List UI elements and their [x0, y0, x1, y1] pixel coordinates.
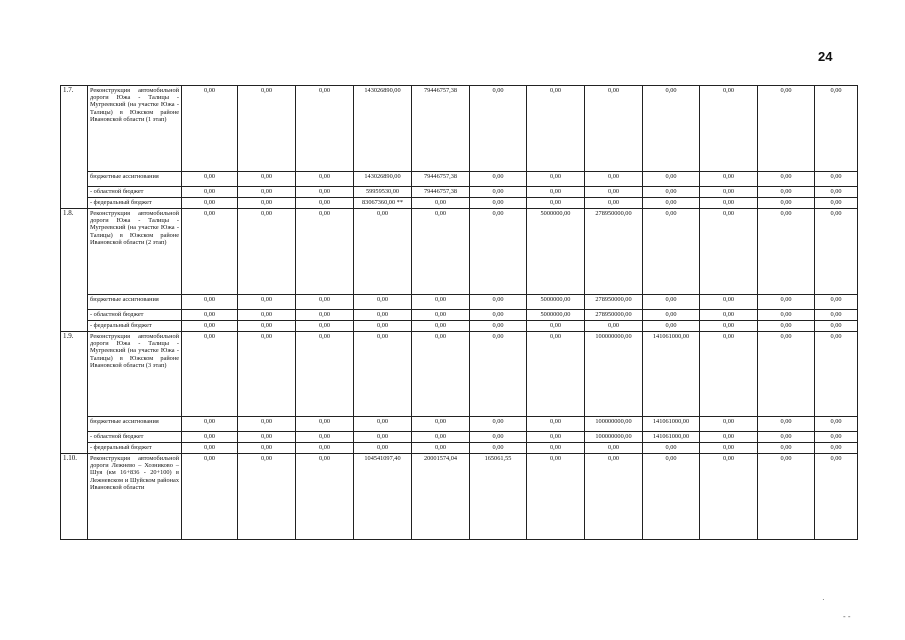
- value-cell: 0,00: [643, 321, 700, 332]
- value-cell: 0,00: [470, 295, 527, 310]
- value-cell: 0,00: [700, 432, 758, 443]
- funding-source-label: - федеральный бюджет: [88, 443, 182, 454]
- value-cell: 0,00: [182, 310, 238, 321]
- value-cell: 0,00: [643, 443, 700, 454]
- sub-row: [61, 417, 858, 432]
- value-cell: 165061,55: [470, 454, 527, 540]
- value-cell: 0,00: [585, 198, 643, 209]
- value-cell: 0,00: [182, 432, 238, 443]
- value-cell: 0,00: [815, 417, 858, 432]
- object-name: Реконструкция автомобильной дороги Южа - Талицы - Мугреевский (на участке Южа - Талицы) в Южском районе Ивановской области (1 этап): [88, 86, 182, 172]
- value-cell: 0,00: [238, 454, 296, 540]
- sub-row: [61, 295, 858, 310]
- value-cell: 0,00: [700, 417, 758, 432]
- value-cell: 0,00: [296, 332, 354, 417]
- value-cell: 0,00: [296, 187, 354, 198]
- value-cell: 0,00: [238, 432, 296, 443]
- value-cell: 79446757,38: [412, 86, 470, 172]
- value-cell: 0,00: [470, 443, 527, 454]
- value-cell: 5000000,00: [527, 209, 585, 295]
- value-cell: 0,00: [643, 172, 700, 187]
- scan-speck: - -: [843, 612, 851, 621]
- value-cell: 0,00: [527, 443, 585, 454]
- row-number: 1.9.: [61, 332, 88, 454]
- object-name: Реконструкция автомобильной дороги Южа - Талицы - Мугреевский (на участке Южа - Талицы) в Южском районе Ивановской области (2 этап): [88, 209, 182, 295]
- value-cell: 278950000,00: [585, 209, 643, 295]
- value-cell: 0,00: [758, 432, 815, 443]
- value-cell: 0,00: [585, 187, 643, 198]
- value-cell: 0,00: [700, 332, 758, 417]
- value-cell: 100000000,00: [585, 417, 643, 432]
- object-name: Реконструкция автомобильной дороги Южа - Талицы - Мугреевский (на участке Южа - Талицы) в Южском районе Ивановской области (3 этап): [88, 332, 182, 417]
- value-cell: 79446757,38: [412, 187, 470, 198]
- value-cell: 0,00: [527, 417, 585, 432]
- value-cell: 0,00: [354, 417, 412, 432]
- value-cell: 20001574,04: [412, 454, 470, 540]
- value-cell: 0,00: [238, 443, 296, 454]
- sub-row: [61, 187, 858, 198]
- value-cell: 0,00: [412, 332, 470, 417]
- value-cell: 0,00: [182, 209, 238, 295]
- value-cell: 0,00: [815, 443, 858, 454]
- value-cell: 0,00: [182, 332, 238, 417]
- value-cell: 0,00: [470, 417, 527, 432]
- value-cell: 59959530,00: [354, 187, 412, 198]
- value-cell: 0,00: [527, 172, 585, 187]
- funding-source-label: - федеральный бюджет: [88, 321, 182, 332]
- funding-source-label: - федеральный бюджет: [88, 198, 182, 209]
- value-cell: 0,00: [412, 310, 470, 321]
- value-cell: 0,00: [354, 295, 412, 310]
- value-cell: 0,00: [182, 187, 238, 198]
- funding-source-label: бюджетные ассигнования: [88, 295, 182, 310]
- value-cell: 0,00: [758, 443, 815, 454]
- value-cell: 0,00: [296, 295, 354, 310]
- value-cell: 141061000,00: [643, 332, 700, 417]
- value-cell: 0,00: [643, 295, 700, 310]
- value-cell: 0,00: [296, 172, 354, 187]
- value-cell: 0,00: [758, 209, 815, 295]
- budget-table: [60, 85, 858, 540]
- value-cell: 0,00: [700, 321, 758, 332]
- value-cell: 0,00: [354, 443, 412, 454]
- value-cell: 0,00: [758, 198, 815, 209]
- value-cell: 0,00: [643, 209, 700, 295]
- value-cell: 0,00: [758, 172, 815, 187]
- value-cell: 0,00: [815, 332, 858, 417]
- value-cell: 79446757,38: [412, 172, 470, 187]
- value-cell: 0,00: [470, 198, 527, 209]
- value-cell: 278950000,00: [585, 310, 643, 321]
- value-cell: 0,00: [412, 209, 470, 295]
- value-cell: 0,00: [815, 432, 858, 443]
- value-cell: 0,00: [296, 209, 354, 295]
- value-cell: 0,00: [758, 417, 815, 432]
- value-cell: 0,00: [585, 172, 643, 187]
- value-cell: 5000000,00: [527, 310, 585, 321]
- value-cell: 0,00: [412, 417, 470, 432]
- row-number: 1.10.: [61, 454, 88, 540]
- value-cell: 0,00: [700, 310, 758, 321]
- value-cell: 0,00: [354, 209, 412, 295]
- value-cell: 0,00: [412, 321, 470, 332]
- value-cell: 0,00: [470, 321, 527, 332]
- funding-source-label: - областной бюджет: [88, 432, 182, 443]
- value-cell: 100000000,00: [585, 432, 643, 443]
- value-cell: 0,00: [296, 198, 354, 209]
- value-cell: 0,00: [527, 332, 585, 417]
- value-cell: 0,00: [585, 454, 643, 540]
- funding-source-label: - областной бюджет: [88, 187, 182, 198]
- value-cell: 0,00: [470, 187, 527, 198]
- scan-speck: ·: [822, 595, 825, 604]
- table-row: [61, 454, 858, 540]
- value-cell: 0,00: [182, 321, 238, 332]
- value-cell: 0,00: [470, 332, 527, 417]
- value-cell: 0,00: [182, 172, 238, 187]
- value-cell: 0,00: [758, 310, 815, 321]
- value-cell: 0,00: [354, 332, 412, 417]
- value-cell: 0,00: [412, 295, 470, 310]
- value-cell: 0,00: [815, 310, 858, 321]
- value-cell: 0,00: [182, 454, 238, 540]
- value-cell: 0,00: [470, 209, 527, 295]
- row-number: 1.8.: [61, 209, 88, 332]
- value-cell: 0,00: [585, 443, 643, 454]
- table-row: [61, 209, 858, 295]
- value-cell: 0,00: [643, 187, 700, 198]
- value-cell: 0,00: [815, 86, 858, 172]
- value-cell: 104541097,40: [354, 454, 412, 540]
- value-cell: 0,00: [470, 172, 527, 187]
- table-row: [61, 332, 858, 417]
- value-cell: 0,00: [296, 417, 354, 432]
- sub-row: [61, 443, 858, 454]
- value-cell: 0,00: [815, 295, 858, 310]
- value-cell: 0,00: [700, 443, 758, 454]
- value-cell: 0,00: [700, 187, 758, 198]
- value-cell: 0,00: [470, 432, 527, 443]
- value-cell: 0,00: [758, 454, 815, 540]
- value-cell: 0,00: [700, 86, 758, 172]
- value-cell: 0,00: [182, 198, 238, 209]
- table-body: [61, 86, 858, 540]
- value-cell: 0,00: [758, 321, 815, 332]
- value-cell: 0,00: [815, 198, 858, 209]
- value-cell: 0,00: [815, 321, 858, 332]
- funding-source-label: - областной бюджет: [88, 310, 182, 321]
- value-cell: 0,00: [182, 443, 238, 454]
- value-cell: 0,00: [527, 187, 585, 198]
- value-cell: 0,00: [296, 432, 354, 443]
- value-cell: 0,00: [815, 209, 858, 295]
- value-cell: 0,00: [238, 417, 296, 432]
- value-cell: 0,00: [527, 432, 585, 443]
- value-cell: 0,00: [354, 432, 412, 443]
- value-cell: 0,00: [700, 295, 758, 310]
- value-cell: 0,00: [758, 187, 815, 198]
- value-cell: 0,00: [238, 321, 296, 332]
- sub-row: [61, 310, 858, 321]
- value-cell: 0,00: [412, 432, 470, 443]
- value-cell: 0,00: [182, 295, 238, 310]
- value-cell: 0,00: [527, 86, 585, 172]
- value-cell: 0,00: [238, 86, 296, 172]
- value-cell: 5000000,00: [527, 295, 585, 310]
- value-cell: 100000000,00: [585, 332, 643, 417]
- value-cell: 0,00: [700, 454, 758, 540]
- sub-row: [61, 172, 858, 187]
- value-cell: 0,00: [238, 209, 296, 295]
- sub-row: [61, 432, 858, 443]
- funding-source-label: бюджетные ассигнования: [88, 172, 182, 187]
- value-cell: 83067360,00 **: [354, 198, 412, 209]
- value-cell: 0,00: [758, 86, 815, 172]
- value-cell: 143026890,00: [354, 86, 412, 172]
- value-cell: 0,00: [296, 310, 354, 321]
- value-cell: 0,00: [238, 310, 296, 321]
- value-cell: 0,00: [527, 198, 585, 209]
- value-cell: 0,00: [700, 209, 758, 295]
- sub-row: [61, 198, 858, 209]
- funding-source-label: бюджетные ассигнования: [88, 417, 182, 432]
- value-cell: 0,00: [643, 310, 700, 321]
- value-cell: 0,00: [643, 454, 700, 540]
- value-cell: 0,00: [296, 86, 354, 172]
- value-cell: 0,00: [354, 321, 412, 332]
- sub-row: [61, 321, 858, 332]
- value-cell: 0,00: [412, 198, 470, 209]
- value-cell: 0,00: [585, 321, 643, 332]
- value-cell: 0,00: [700, 198, 758, 209]
- value-cell: 0,00: [182, 86, 238, 172]
- value-cell: 0,00: [238, 295, 296, 310]
- object-name: Реконструкция автомобильной дороги Лежнево – Хозниково – Шуя (км 16+836 - 20+100) в Лежневском и Шуйском районах Ивановской области: [88, 454, 182, 540]
- page-number: 24: [818, 49, 833, 64]
- value-cell: 0,00: [470, 86, 527, 172]
- value-cell: 0,00: [296, 443, 354, 454]
- value-cell: 0,00: [527, 321, 585, 332]
- value-cell: 143026890,00: [354, 172, 412, 187]
- value-cell: 0,00: [643, 86, 700, 172]
- value-cell: 0,00: [758, 295, 815, 310]
- value-cell: 141061000,00: [643, 417, 700, 432]
- value-cell: 0,00: [238, 187, 296, 198]
- table-row: [61, 86, 858, 172]
- value-cell: 0,00: [296, 321, 354, 332]
- row-number: 1.7.: [61, 86, 88, 209]
- value-cell: 141061000,00: [643, 432, 700, 443]
- value-cell: 0,00: [296, 454, 354, 540]
- value-cell: 0,00: [412, 443, 470, 454]
- value-cell: 0,00: [354, 310, 412, 321]
- value-cell: 278950000,00: [585, 295, 643, 310]
- value-cell: 0,00: [470, 310, 527, 321]
- value-cell: 0,00: [700, 172, 758, 187]
- value-cell: 0,00: [238, 172, 296, 187]
- value-cell: 0,00: [238, 332, 296, 417]
- value-cell: 0,00: [585, 86, 643, 172]
- value-cell: 0,00: [238, 198, 296, 209]
- value-cell: 0,00: [815, 454, 858, 540]
- value-cell: 0,00: [527, 454, 585, 540]
- value-cell: 0,00: [758, 332, 815, 417]
- value-cell: 0,00: [182, 417, 238, 432]
- value-cell: 0,00: [815, 172, 858, 187]
- value-cell: 0,00: [643, 198, 700, 209]
- value-cell: 0,00: [815, 187, 858, 198]
